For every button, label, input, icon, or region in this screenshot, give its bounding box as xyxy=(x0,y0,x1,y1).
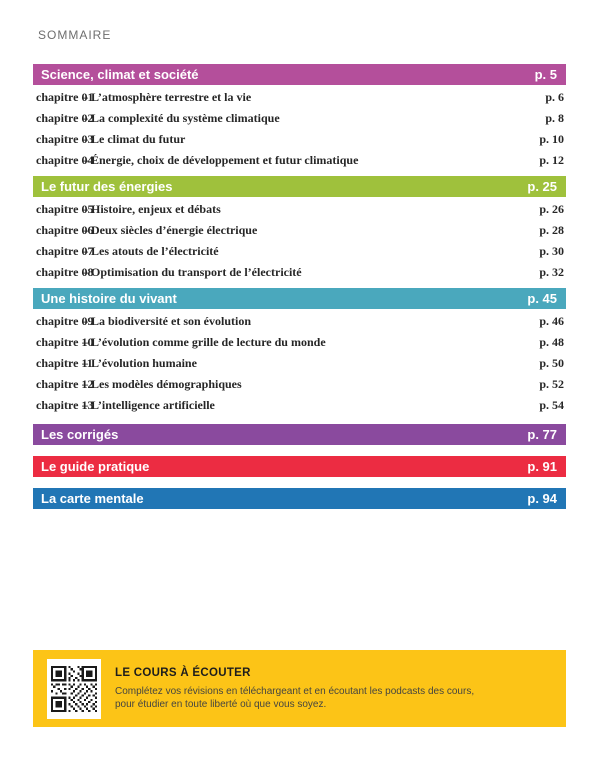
chapter-title: – Le climat du futur xyxy=(82,132,186,146)
qr-code xyxy=(47,659,101,719)
chapter-title: – La complexité du système climatique xyxy=(82,111,280,125)
chapter-number: chapitre 11 xyxy=(36,356,93,370)
toc-entry xyxy=(33,150,566,171)
section-title: La carte mentale xyxy=(41,491,144,506)
chapter-number: chapitre 13 xyxy=(36,398,94,412)
toc-entry xyxy=(33,332,566,353)
audio-callout-line2: pour étudier en toute liberté où que vous soyez. xyxy=(115,698,327,710)
section-title: Le guide pratique xyxy=(41,459,150,474)
chapter-title: – L’évolution humaine xyxy=(82,356,197,370)
chapter-page-number: p. 32 xyxy=(539,265,564,279)
toc-entry xyxy=(33,395,566,416)
chapter-title: – Énergie, choix de développement et futur climatique xyxy=(82,153,359,167)
chapter-number: chapitre 12 xyxy=(36,377,94,391)
chapter-page-number: p. 26 xyxy=(539,202,564,216)
chapter-number: chapitre 03 xyxy=(36,132,94,146)
chapter-page-number: p. 12 xyxy=(539,153,564,167)
chapter-page-number: p. 10 xyxy=(539,132,564,146)
section-page-number: p. 45 xyxy=(527,291,557,306)
chapter-number: chapitre 02 xyxy=(36,111,94,125)
chapter-number: chapitre 05 xyxy=(36,202,94,216)
section-title: Les corrigés xyxy=(41,427,119,442)
chapter-page-number: p. 54 xyxy=(539,398,564,412)
section-page-number: p. 77 xyxy=(527,427,557,442)
audio-callout-text xyxy=(115,667,474,711)
chapter-page-number: p. 28 xyxy=(539,223,564,237)
toc-entry xyxy=(33,353,566,374)
chapter-page-number: p. 30 xyxy=(539,244,564,258)
section-header-science-climat-et-societe xyxy=(33,64,566,85)
chapter-title: – L’intelligence artificielle xyxy=(82,398,215,412)
toc-entry xyxy=(33,129,566,150)
table-of-contents xyxy=(33,64,566,509)
toc-entry xyxy=(33,241,566,262)
toc-entry xyxy=(33,108,566,129)
section-title: Le futur des énergies xyxy=(41,179,173,194)
chapter-title: – Les modèles démographiques xyxy=(82,377,242,391)
chapter-title: – L’évolution comme grille de lecture du monde xyxy=(82,335,326,349)
section-header-les-corriges xyxy=(33,424,566,445)
chapter-number: chapitre 09 xyxy=(36,314,94,328)
audio-callout-title: LE COURS À ÉCOUTER xyxy=(115,666,251,679)
section-header-la-carte-mentale xyxy=(33,488,566,509)
section-page-number: p. 5 xyxy=(534,67,557,82)
chapter-page-number: p. 50 xyxy=(539,356,564,370)
section-page-number: p. 94 xyxy=(527,491,557,506)
toc-entry xyxy=(33,87,566,108)
chapter-list xyxy=(33,311,566,416)
chapter-title: – L’atmosphère terrestre et la vie xyxy=(82,90,252,104)
chapter-title: – La biodiversité et son évolution xyxy=(82,314,252,328)
chapter-list xyxy=(33,199,566,283)
section-header-le-guide-pratique xyxy=(33,456,566,477)
section-header-une-histoire-du-vivant xyxy=(33,288,566,309)
toc-entry xyxy=(33,199,566,220)
chapter-number: chapitre 08 xyxy=(36,265,94,279)
chapter-page-number: p. 6 xyxy=(545,90,564,104)
chapter-number: chapitre 01 xyxy=(36,90,94,104)
chapter-title: – Deux siècles d’énergie électrique xyxy=(82,223,258,237)
section-page-number: p. 25 xyxy=(527,179,557,194)
chapter-page-number: p. 8 xyxy=(545,111,564,125)
chapter-number: chapitre 04 xyxy=(36,153,94,167)
chapter-page-number: p. 46 xyxy=(539,314,564,328)
chapter-title: – Optimisation du transport de l’électricité xyxy=(82,265,302,279)
section-title: Science, climat et société xyxy=(41,67,199,82)
toc-entry xyxy=(33,311,566,332)
chapter-title: – Histoire, enjeux et débats xyxy=(82,202,221,216)
chapter-number: chapitre 10 xyxy=(36,335,94,349)
chapter-title: – Les atouts de l’électricité xyxy=(82,244,219,258)
chapter-page-number: p. 48 xyxy=(539,335,564,349)
chapter-list xyxy=(33,87,566,171)
chapter-number: chapitre 07 xyxy=(36,244,94,258)
section-title: Une histoire du vivant xyxy=(41,291,177,306)
audio-callout-line1: Complétez vos révisions en téléchargeant et en écoutant les podcasts des cours, xyxy=(115,685,475,697)
section-header-le-futur-des-energies xyxy=(33,176,566,197)
toc-entry xyxy=(33,374,566,395)
toc-entry xyxy=(33,220,566,241)
audio-callout xyxy=(33,650,566,727)
chapter-number: chapitre 06 xyxy=(36,223,94,237)
section-page-number: p. 91 xyxy=(527,459,557,474)
chapter-page-number: p. 52 xyxy=(539,377,564,391)
toc-entry xyxy=(33,262,566,283)
page-title: SOMMAIRE xyxy=(38,28,112,42)
